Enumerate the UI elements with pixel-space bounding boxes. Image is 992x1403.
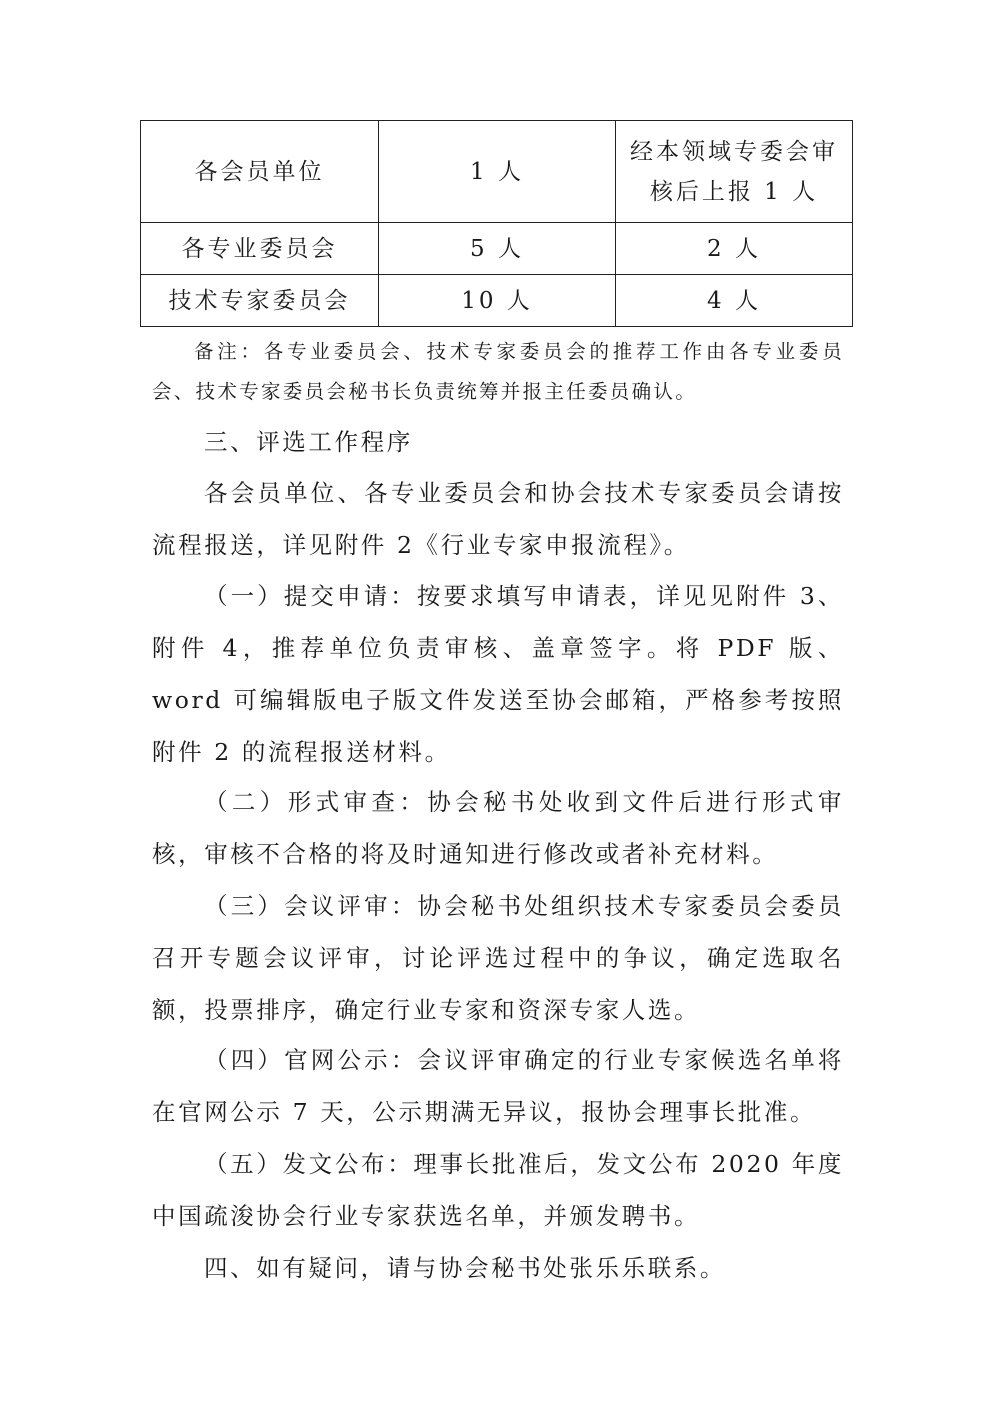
table-cell-count: 5 人	[379, 223, 616, 275]
table-cell-note: 4 人	[616, 275, 853, 327]
table-cell-unit: 各会员单位	[141, 121, 379, 223]
table-cell-count: 1 人	[379, 121, 616, 223]
table-cell-unit: 各专业委员会	[141, 223, 379, 275]
table-row	[141, 223, 853, 275]
paragraph-submission-flow: 各会员单位、各专业委员会和协会技术专家委员会请按流程报送，详见附件 2《行业专家申报流程》。	[152, 479, 844, 559]
paragraph-step-1: （一）提交申请：按要求填写申请表，详见见附件 3、附件 4，推荐单位负责审核、盖章签字。将 PDF 版、word 可编辑版电子版文件发送至协会邮箱，严格参考按照附件 2 的流程报送材料。	[152, 582, 844, 766]
table-remark: 备注：各专业委员会、技术专家委员会的推荐工作由各专业委员会、技术专家委员会秘书长负责统筹并报主任委员确认。	[152, 340, 844, 403]
paragraph-step-5: （五）发文公布：理事长批准后，发文公布 2020 年度中国疏浚协会行业专家获选名单，并颁发聘书。	[152, 1150, 844, 1230]
table-cell-note: 2 人	[616, 223, 853, 275]
section-4-contact: 四、如有疑问，请与协会秘书处张乐乐联系。	[204, 1254, 726, 1282]
table-cell-count: 10 人	[379, 275, 616, 327]
table-row	[141, 275, 853, 327]
paragraph-step-3: （三）会议评审：协会秘书处组织技术专家委员会委员召开专题会议评审，讨论评选过程中的争议，确定选取名额，投票排序，确定行业专家和资深专家人选。	[152, 892, 844, 1024]
section-3-heading: 三、评选工作程序	[204, 428, 413, 456]
table-row	[141, 121, 853, 223]
paragraph-step-4: （四）官网公示：会议评审确定的行业专家候选名单将在官网公示 7 天，公示期满无异议，报协会理事长批准。	[152, 1046, 844, 1126]
paragraph-step-2: （二）形式审查：协会秘书处收到文件后进行形式审核，审核不合格的将及时通知进行修改或者补充材料。	[152, 788, 844, 868]
quota-table	[140, 120, 853, 327]
table-cell-unit: 技术专家委员会	[141, 275, 379, 327]
table-cell-note: 经本领域专委会审核后上报 1 人	[616, 121, 853, 223]
